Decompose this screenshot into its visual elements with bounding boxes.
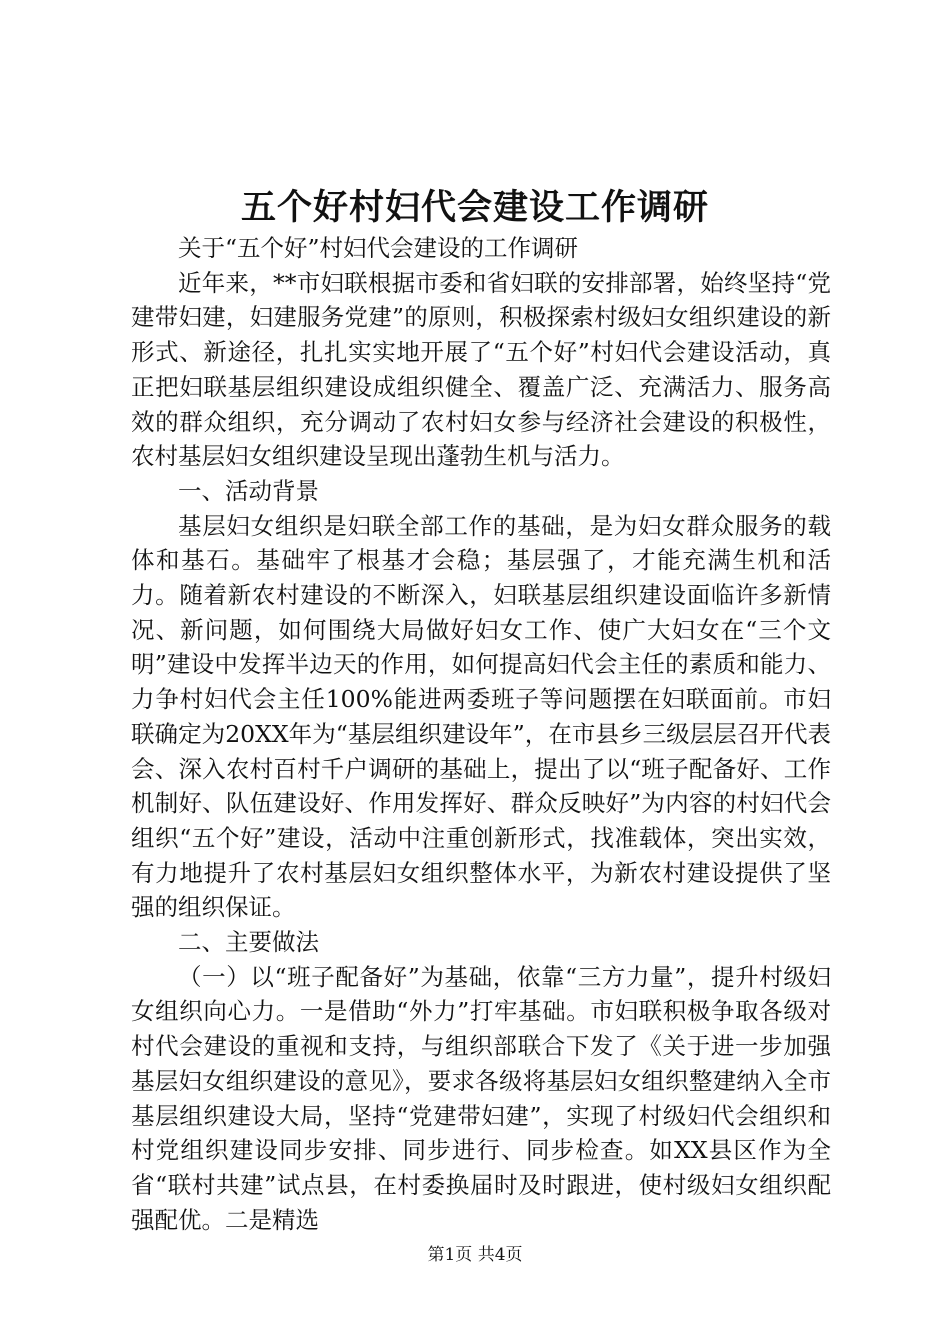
page-number-footer: 第1页 共4页	[427, 1245, 523, 1265]
section-heading-background: 一、活动背景	[178, 476, 319, 505]
section-heading-methods: 二、主要做法	[178, 928, 319, 957]
document-title: 五个好村妇代会建设工作调研	[240, 187, 709, 228]
document-body	[131, 231, 831, 1237]
subtitle-paragraph: 关于“五个好”村妇代会建设的工作调研	[178, 234, 579, 262]
intro-paragraph: 近年来，**市妇联根据市委和省妇联的安排部署，始终坚持“党建带妇建，妇建服务党建”的原则，积极探索村级妇女组织建设的新形式、新途径，扎扎实实地开展了“五个好”村妇代会建设活动，真正把妇联基层组织建设成组织健全、覆盖广泛、充满活力、服务高效的群众组织，充分调动了农村妇女参与经济社会建设的积极性，农村基层妇女组织建设呈现出蓬勃生机与活力。	[131, 268, 831, 471]
methods-paragraph: （一）以“班子配备好”为基础，依靠“三方力量”，提升村级妇女组织向心力。一是借助“外力”打牢基础。市妇联积极争取各级对村代会建设的重视和支持，与组织部联合下发了《关于进一步加强基层妇女组织建设的意见》，要求各级将基层妇女组织整建纳入全市基层组织建设大局，坚持“党建带妇建”，实现了村级妇代会组织和村党组织建设同步安排、同步进行、同步检查。如XX县区作为全省“联村共建”试点县，在村委换届时及时跟进，使村级妇女组织配强配优。二是精选	[131, 962, 831, 1234]
background-paragraph: 基层妇女组织是妇联全部工作的基础，是为妇女群众服务的载体和基石。基础牢了根基才会稳；基层强了，才能充满生机和活力。随着新农村建设的不断深入，妇联基层组织建设面临许多新情况、新问题，如何围绕大局做好妇女工作、使广大妇女在“三个文明”建设中发挥半边天的作用，如何提高妇代会主任的素质和能力、力争村妇代会主任100%能进两委班子等问题摆在妇联面前。市妇联确定为20XX年为“基层组织建设年”，在市县乡三级层层召开代表会、深入农村百村千户调研的基础上，提出了以“班子配备好、工作机制好、队伍建设好、作用发挥好、群众反映好”为内容的村妇代会组织“五个好”建设，活动中注重创新形式，找准载体，突出实效，有力地提升了农村基层妇女组织整体水平，为新农村建设提供了坚强的组织保证。	[131, 511, 831, 922]
